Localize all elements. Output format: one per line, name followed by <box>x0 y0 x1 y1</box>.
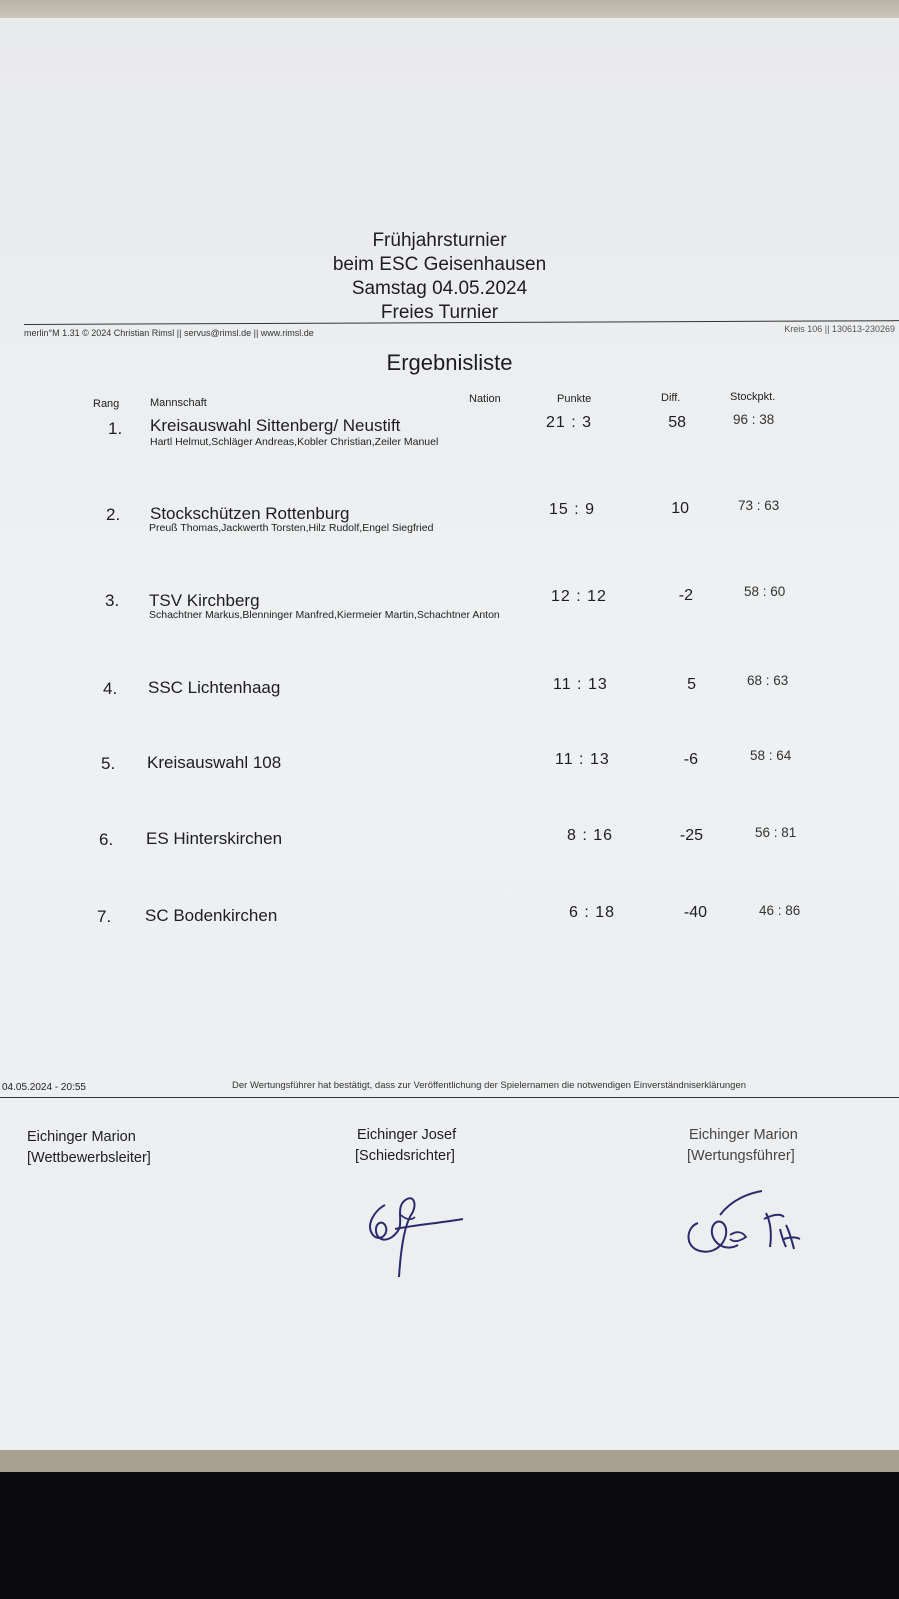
column-team: Mannschaft <box>150 397 207 409</box>
kreis-code: Kreis 106 || 130613-230269 <box>784 324 895 334</box>
row-diff: -40 <box>683 904 707 921</box>
signer-role-1: [Wettbewerbsleiter] <box>27 1150 151 1166</box>
row-team: Stockschützen Rottenburg <box>150 504 350 523</box>
row-stockpoints: 68 : 63 <box>747 673 789 688</box>
tournament-type: Freies Turnier <box>380 302 499 323</box>
row-diff: 5 <box>687 676 696 693</box>
row-points: 11 : 13 <box>555 751 610 768</box>
row-points: 21 : 3 <box>546 414 593 431</box>
row-team: SC Bodenkirchen <box>145 906 278 925</box>
table-edge <box>0 1450 899 1472</box>
row-diff: -25 <box>679 827 703 844</box>
row-stockpoints: 58 : 64 <box>750 748 792 763</box>
signer-role-2: [Schiedsrichter] <box>355 1148 455 1164</box>
row-team: ES Hinterskirchen <box>146 829 283 848</box>
row-rank: 7. <box>97 907 112 926</box>
row-diff: -2 <box>678 587 693 604</box>
signature-josef <box>355 1185 475 1285</box>
column-nation: Nation <box>469 393 501 405</box>
row-rank: 5. <box>101 754 116 773</box>
row-players: Schachtner Markus,Blenninger Manfred,Kiermeier Martin,Schachtner Anton <box>149 609 500 621</box>
row-team: Kreisauswahl Sittenberg/ Neustift <box>150 416 401 435</box>
column-points: Punkte <box>557 393 592 405</box>
row-team: TSV Kirchberg <box>149 591 260 610</box>
results-title: Ergebnisliste <box>386 350 513 375</box>
row-team: SSC Lichtenhaag <box>148 678 281 697</box>
row-rank: 3. <box>105 591 120 610</box>
row-points: 8 : 16 <box>567 827 614 844</box>
column-rank: Rang <box>93 398 120 410</box>
row-points: 15 : 9 <box>549 501 596 518</box>
row-players: Preuß Thomas,Jackwerth Torsten,Hilz Rudolf,Engel Siegfried <box>149 522 434 534</box>
tournament-date: Samstag 04.05.2024 <box>351 278 528 299</box>
row-points: 11 : 13 <box>553 676 608 693</box>
signer-name-2: Eichinger Josef <box>357 1127 457 1143</box>
row-team: Kreisauswahl 108 <box>147 753 282 772</box>
row-stockpoints: 73 : 63 <box>738 498 780 513</box>
row-points: 12 : 12 <box>551 588 607 605</box>
row-stockpoints: 58 : 60 <box>744 584 786 599</box>
software-credit: merlin°M 1.31 © 2024 Christian Rimsl || servus@rimsl.de || www.rimsl.de <box>24 328 314 338</box>
signer-name-1: Eichinger Marion <box>27 1129 136 1145</box>
row-rank: 1. <box>108 419 123 438</box>
row-players: Hartl Helmut,Schläger Andreas,Kobler Christian,Zeiler Manuel <box>150 436 439 448</box>
row-stockpoints: 96 : 38 <box>733 412 775 427</box>
row-stockpoints: 46 : 86 <box>759 903 801 918</box>
column-stockpoints: Stockpkt. <box>730 391 776 403</box>
signature-marion <box>680 1185 820 1270</box>
row-rank: 4. <box>103 679 118 698</box>
signer-role-3: [Wertungsführer] <box>687 1148 795 1164</box>
consent-note: Der Wertungsführer hat bestätigt, dass zur Veröffentlichung der Spielernamen die notwendigen Einverständniserklärungen <box>232 1080 747 1091</box>
row-points: 6 : 18 <box>569 904 616 921</box>
footer-divider <box>0 1097 899 1098</box>
print-timestamp: 04.05.2024 - 20:55 <box>2 1082 86 1093</box>
row-rank: 6. <box>99 830 114 849</box>
column-diff: Diff. <box>661 392 681 404</box>
row-rank: 2. <box>106 505 121 524</box>
tournament-host: beim ESC Geisenhausen <box>332 254 547 275</box>
row-diff: 58 <box>668 414 686 431</box>
dark-background <box>0 1472 899 1599</box>
row-stockpoints: 56 : 81 <box>755 825 797 840</box>
row-diff: -6 <box>683 751 698 768</box>
tournament-title: Frühjahrsturnier <box>372 230 507 251</box>
row-diff: 10 <box>671 500 689 517</box>
signer-name-3: Eichinger Marion <box>689 1127 798 1143</box>
